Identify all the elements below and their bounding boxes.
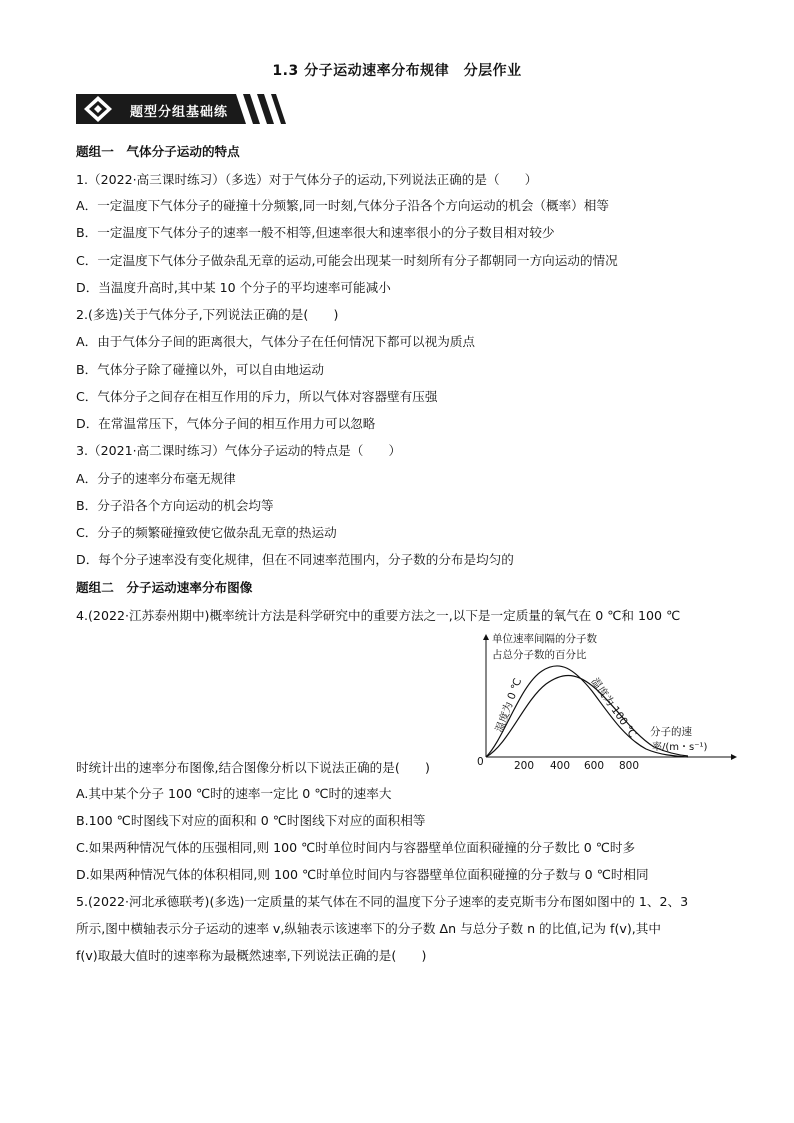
q2-option-c: C．气体分子之间存在相互作用的斥力，所以气体对容器壁有压强 [76,389,438,404]
q3-option-b: B．分子沿各个方向运动的机会均等 [76,498,274,513]
q5-stem-line1: 5.(2022·河北承德联考)(多选)一定质量的某气体在不同的温度下分子速率的麦克斯韦分布图如图中的 1、2、3 [76,894,689,909]
q2-option-b: B．气体分子除了碰撞以外，可以自由地运动 [76,362,324,377]
group-heading-1: 题组一 气体分子运动的特点 [76,144,240,159]
series-label-0c: 温度为 0 ℃ [493,676,525,735]
x-axis-label-line2: 率/(m・s⁻¹) [652,742,708,753]
q4-stem-line2: 时统计出的速率分布图像,结合图像分析以下说法正确的是( ) [76,760,430,775]
q5-stem-line2: 所示,图中横轴表示分子运动的速率 v,纵轴表示该速率下的分子数 Δn 与总分子数 n 的比值,记为 f(v),其中 [76,921,661,936]
q2-stem: 2.(多选)关于气体分子,下列说法正确的是( ) [76,307,339,322]
q2-option-a: A．由于气体分子间的距离很大，气体分子在任何情况下都可以视为质点 [76,334,476,349]
origin-label: 0 [477,756,484,768]
speed-distribution-chart [474,629,744,775]
q3-option-d: D．每个分子速率没有变化规律，但在不同速率范围内，分子数的分布是均匀的 [76,552,514,567]
y-axis-label-line1: 单位速率间隔的分子数 [492,633,597,645]
q4-option-c: C.如果两种情况气体的压强相同,则 100 ℃时单位时间内与容器壁单位面积碰撞的分子数比 0 ℃时多 [76,840,636,855]
q3-option-a: A．分子的速率分布毫无规律 [76,471,236,486]
q1-option-c: C．一定温度下气体分子做杂乱无章的运动,可能会出现某一时刻所有分子都朝同一方向运动的情况 [76,253,618,268]
q3-option-c: C．分子的频繁碰撞致使它做杂乱无章的热运动 [76,525,337,540]
banner-label: 题型分组基础练 [130,105,229,120]
q3-stem: 3.（2021·高二课时练习）气体分子运动的特点是（ ） [76,443,402,458]
group-heading-2: 题组二 分子运动速率分布图像 [76,580,253,595]
x-tick-label: 400 [549,760,571,772]
q4-stem-line1: 4.(2022·江苏泰州期中)概率统计方法是科学研究中的重要方法之一,以下是一定质量的氧气在 0 ℃和 100 ℃ [76,608,681,623]
q1-option-d: D．当温度升高时,其中某 10 个分子的平均速率可能减小 [76,280,391,295]
q5-stem-line3: f(v)取最大值时的速率称为最概然速率,下列说法正确的是( ) [76,948,427,963]
q1-stem: 1.（2022·高三课时练习）（多选）对于气体分子的运动,下列说法正确的是（ ） [76,172,538,187]
page-title: 1.3 分子运动速率分布规律 分层作业 [272,63,522,79]
x-tick-label: 200 [513,760,535,772]
q2-option-d: D．在常温常压下，气体分子间的相互作用力可以忽略 [76,416,376,431]
x-tick-label: 800 [618,760,640,772]
x-tick-label: 600 [583,760,605,772]
series-label-100c: 温度为 100 ℃ [588,675,639,741]
y-axis-label-line2: 占总分子数的百分比 [492,649,587,661]
q4-option-b: B.100 ℃时图线下对应的面积和 0 ℃时图线下对应的面积相等 [76,813,426,828]
q4-option-a: A.其中某个分子 100 ℃时的速率一定比 0 ℃时的速率大 [76,786,392,801]
q4-option-d: D.如果两种情况气体的体积相同,则 100 ℃时单位时间内与容器壁单位面积碰撞的分子数与 0 ℃时相同 [76,867,649,882]
q1-option-a: A．一定温度下气体分子的碰撞十分频繁,同一时刻,气体分子沿各个方向运动的机会（概率）相等 [76,198,609,213]
x-axis-label-line1: 分子的速 [650,726,692,738]
q1-option-b: B．一定温度下气体分子的速率一般不相等,但速率很大和速率很小的分子数目相对较少 [76,225,555,240]
